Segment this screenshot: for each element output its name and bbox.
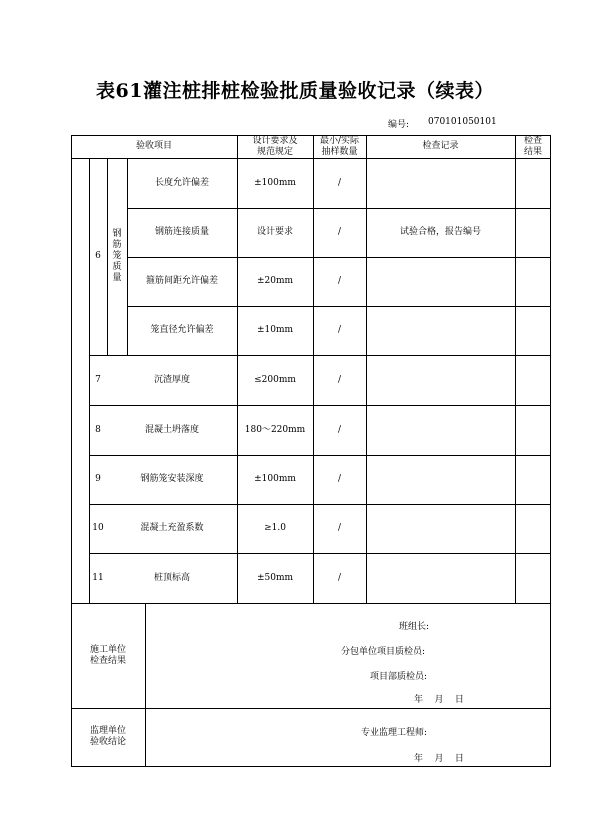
item-design: 设计要求 <box>256 227 293 237</box>
item-number: 10 <box>92 523 104 533</box>
item-design: ≥1.0 <box>264 523 286 533</box>
item-sample: / <box>337 424 342 435</box>
item-number: 8 <box>95 424 101 435</box>
item-design: ±20mm <box>256 276 294 286</box>
header-result-line1: 检查 <box>523 135 542 146</box>
team-leader-label: 班组长: <box>399 622 430 632</box>
item-number: 9 <box>95 474 101 484</box>
header-inspection-item: 验收项目 <box>135 141 172 151</box>
group6-number: 6 <box>95 251 101 261</box>
item-name: 笼直径允许偏差 <box>150 325 214 335</box>
item-design: 180～220mm <box>244 424 306 435</box>
item-name: 箍筋间距允许偏差 <box>145 276 218 286</box>
record-number-value: 070101050101 <box>428 117 497 127</box>
item-sample: / <box>337 523 342 533</box>
item-sample: / <box>337 276 342 286</box>
item-sample: / <box>337 474 342 484</box>
supervision-unit-label <box>71 708 145 766</box>
item-sample: / <box>337 572 342 583</box>
category-char: 质 <box>112 262 122 272</box>
category-char: 笼 <box>112 251 122 261</box>
construction-label-line1: 施工单位 <box>89 644 126 655</box>
group6-category <box>107 158 127 355</box>
item-record[interactable] <box>366 158 515 208</box>
header-sample-quantity <box>313 135 366 158</box>
category-char: 量 <box>112 273 122 283</box>
item-number: 11 <box>92 572 104 583</box>
header-sample-line1: 最小/实际 <box>319 135 360 146</box>
header-result-line2: 结果 <box>523 146 542 157</box>
supervision-label-line2: 验收结论 <box>89 737 126 747</box>
item-name: 混凝土坍落度 <box>144 424 199 435</box>
item-design: ±100mm <box>254 474 296 484</box>
item-name: 钢筋笼安装深度 <box>140 474 204 484</box>
supervising-engineer-label: 专业监理工程师: <box>361 728 428 738</box>
item-name: 钢筋连接质量 <box>154 227 209 237</box>
item-record[interactable] <box>366 455 515 504</box>
sub-inspector-label: 分包单位项目质检员: <box>341 647 426 657</box>
item-sample: / <box>337 374 342 385</box>
record-number-label: 编号: <box>388 120 410 130</box>
header-design-line1: 设计要求及 <box>252 135 298 146</box>
item-name: 桩顶标高 <box>153 572 190 583</box>
item-record[interactable] <box>366 504 515 553</box>
item-record[interactable]: 试验合格，报告编号 <box>399 227 481 237</box>
construction-unit-label <box>71 603 145 708</box>
item-name: 沉渣厚度 <box>153 374 190 385</box>
item-record[interactable] <box>366 553 515 603</box>
item-design: ±50mm <box>256 572 294 583</box>
item-name: 长度允许偏差 <box>154 177 209 188</box>
construction-date: 年 月 日 <box>414 695 464 705</box>
header-design-line2: 规范规定 <box>256 146 293 157</box>
header-design-requirement <box>237 135 313 158</box>
item-sample: / <box>337 177 342 188</box>
item-record[interactable] <box>366 405 515 455</box>
supervision-label-line1: 监理单位 <box>89 726 126 736</box>
item-record[interactable] <box>366 306 515 355</box>
header-sample-line2: 抽样数量 <box>321 146 358 157</box>
item-record[interactable] <box>366 257 515 306</box>
dept-inspector-label: 项目部质检员: <box>370 672 428 682</box>
item-name: 混凝土充盈系数 <box>140 523 204 533</box>
header-check-result <box>515 135 551 158</box>
category-char: 钢 <box>112 229 122 239</box>
construction-label-line2: 检查结果 <box>89 655 126 666</box>
item-sample: / <box>337 227 342 237</box>
item-sample: / <box>337 325 342 335</box>
document-title: 表61灌注桩排桩检验批质量验收记录（续表） <box>96 80 494 102</box>
item-number: 7 <box>95 374 101 385</box>
item-record[interactable] <box>366 355 515 405</box>
item-design: ±100mm <box>254 177 296 188</box>
item-design: ≤200mm <box>254 374 296 385</box>
item-design: ±10mm <box>256 325 294 335</box>
category-char: 筋 <box>112 240 122 250</box>
header-check-record: 检查记录 <box>422 141 459 151</box>
supervision-date: 年 月 日 <box>414 754 464 764</box>
